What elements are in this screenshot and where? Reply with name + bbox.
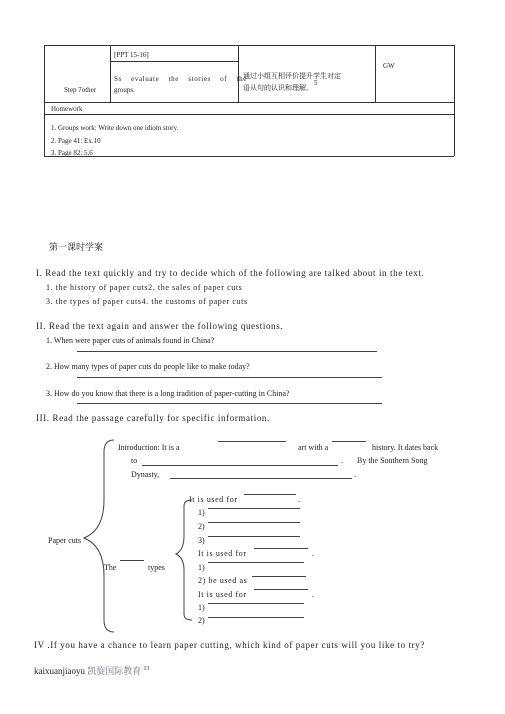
q2-question-3: 3. How do you know that there is a long tradition of paper-cutting in China? xyxy=(46,389,290,398)
q3-prompt: III. Read the passage carefully for specific information. xyxy=(36,413,270,423)
blank-group1-use[interactable] xyxy=(244,494,296,495)
blank-intro-3[interactable] xyxy=(142,465,338,466)
lesson-title: 第一课时学案 xyxy=(49,243,104,253)
q2-question-2: 2. How many types of paper cuts do people like to make today? xyxy=(46,362,250,371)
purpose-line-1: 通过小组互相评价提升学生对定 xyxy=(243,72,341,80)
blank-group1-item-1[interactable] xyxy=(208,508,300,509)
q2-question-1: 1. When were paper cuts of animals found in China? xyxy=(46,336,215,345)
group3-used-for: It is used for xyxy=(198,590,247,599)
footer-brand xyxy=(34,664,150,677)
homework-heading: Homework xyxy=(51,105,83,113)
q1-prompt: I. Read the text quickly and try to decide which of the following are talked about in the text. xyxy=(36,268,425,278)
blank-intro-2[interactable] xyxy=(332,441,366,442)
blank-group1-item-2[interactable] xyxy=(208,522,300,523)
blank-group1-item-3[interactable] xyxy=(208,536,300,537)
paper-cuts-root: Paper cuts xyxy=(48,536,82,545)
intro-dynasty: Dynasty, xyxy=(131,470,160,479)
intro-period-2: . xyxy=(354,470,356,479)
homework-item-1: 1. Groups work: Write down one idiom story. xyxy=(51,124,179,132)
group3-period: . xyxy=(312,590,314,599)
blank-intro-1[interactable] xyxy=(218,441,286,442)
blank-intro-4[interactable] xyxy=(170,478,352,479)
blank-group3-item-2[interactable] xyxy=(208,617,304,618)
q4-prompt: IV .If you have a chance to learn paper cutting, which kind of paper cuts will you like to try? xyxy=(34,640,425,650)
purpose-line-2: 语从句的认识和理解。 xyxy=(243,84,313,92)
mode-label: GW xyxy=(383,62,395,70)
group2-used-for: It is used for xyxy=(198,549,247,558)
purpose-mark: 5 xyxy=(314,79,318,87)
step-label: Step 7other xyxy=(64,86,97,94)
footer-brand-cn: 凯旋国际教育 xyxy=(87,667,142,677)
blank-types[interactable] xyxy=(120,560,144,561)
blank-group3-use[interactable] xyxy=(254,589,308,590)
intro-text-a: Introduction: It is a xyxy=(118,443,180,452)
group1-item-3: 3) xyxy=(198,536,205,545)
group2-item-2: 2) be used as xyxy=(198,576,248,585)
blank-group3-item-1[interactable] xyxy=(208,603,304,604)
group2-period: . xyxy=(312,549,314,558)
group2-item-1: 1) xyxy=(198,563,205,572)
q2-prompt: II. Read the text again and answer the following questions. xyxy=(36,321,284,331)
group1-period: . xyxy=(298,495,300,504)
types-the: The xyxy=(104,563,117,572)
types-word: types xyxy=(148,563,165,572)
q1-option-line-1: 1. the history of paper cuts2. the sales of paper cuts xyxy=(46,283,243,292)
homework-item-3: 3. Page 82: 5,6 xyxy=(51,149,93,157)
activity-line-1: Ss evaluate the stories of the xyxy=(114,75,247,83)
group1-used-for: It is used for xyxy=(189,495,238,504)
activity-line-2: groups. xyxy=(114,86,135,94)
group3-item-2: 2) xyxy=(198,616,205,625)
homework-item-2: 2. Page 41: Ex.10 xyxy=(51,137,101,145)
ppt-label: [PPT 15-16] xyxy=(114,51,149,59)
q1-option-line-2: 3. the types of paper cuts4. the customs of paper cuts xyxy=(46,297,248,306)
intro-text-c: history. It dates back xyxy=(372,443,439,452)
intro-period-1: . xyxy=(341,456,343,465)
group1-item-1: 1) xyxy=(198,508,205,517)
blank-group2-item-1[interactable] xyxy=(208,562,304,563)
footer-brand-latin: kaixuanjiaoyu xyxy=(34,666,85,676)
intro-to: to xyxy=(131,456,138,465)
group1-item-2: 2) xyxy=(198,522,205,531)
group3-item-1: 1) xyxy=(198,603,205,612)
intro-text-b: art with a xyxy=(298,443,329,452)
blank-group2-use[interactable] xyxy=(254,548,308,549)
footer-page-number: 13 xyxy=(143,666,150,672)
intro-by-southern: By the Southern Song xyxy=(357,456,428,465)
blank-group2-item-2[interactable] xyxy=(252,576,306,577)
